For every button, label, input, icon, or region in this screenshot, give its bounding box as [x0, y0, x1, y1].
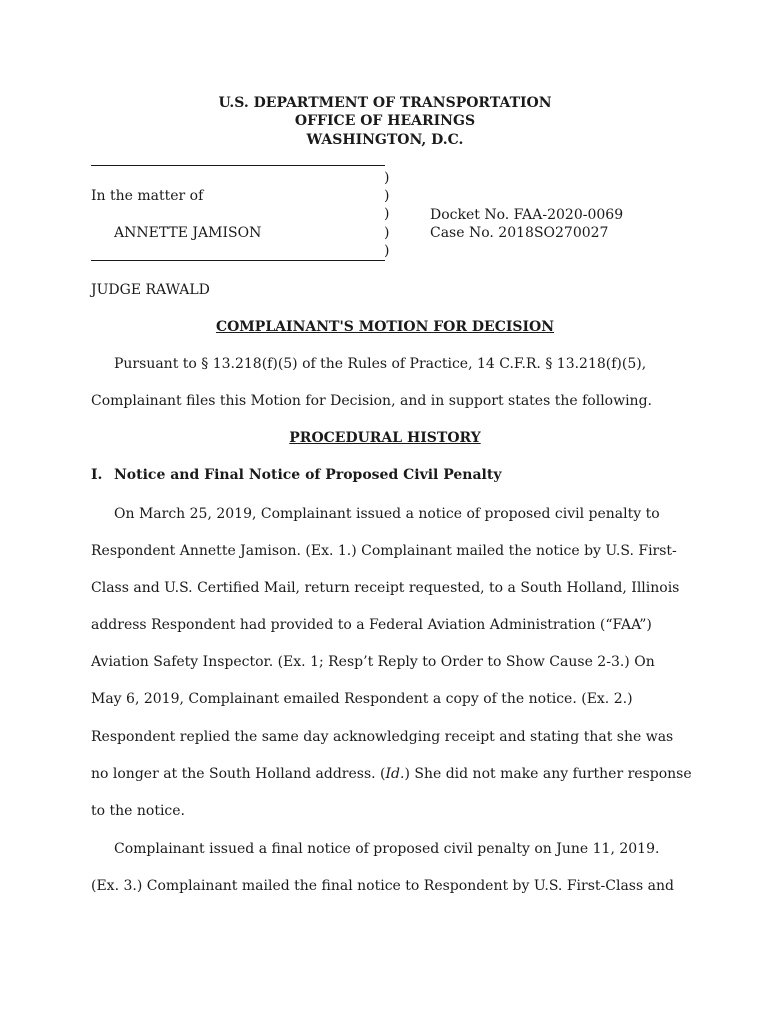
matter-label: In the matter of	[91, 188, 204, 204]
subsection-title: Notice and Final Notice of Proposed Civil Penalty	[114, 467, 502, 483]
intro-line: Complainant files this Motion for Decision, and in support states the following.	[91, 393, 652, 409]
body-line: (Ex. 3.) Complainant mailed the final notice to Respondent by U.S. First-Class and	[91, 878, 674, 894]
judge-name: JUDGE RAWALD	[91, 282, 210, 298]
subsection-number: I.	[91, 467, 103, 483]
office-name: OFFICE OF HEARINGS	[294, 113, 476, 129]
agency-name: U.S. DEPARTMENT OF TRANSPORTATION	[218, 95, 552, 111]
office-location: WASHINGTON, D.C.	[306, 132, 464, 148]
body-line: Aviation Safety Inspector. (Ex. 1; Resp’t Reply to Order to Show Cause 2-3.) On	[91, 654, 655, 670]
body-line: On March 25, 2019, Complainant issued a notice of proposed civil penalty to	[114, 506, 660, 522]
body-line: address Respondent had provided to a Federal Aviation Administration (“FAA”)	[91, 617, 652, 633]
caption-paren: )	[384, 206, 390, 222]
body-line: May 6, 2019, Complainant emailed Respondent a copy of the notice. (Ex. 2.)	[91, 691, 633, 707]
caption-paren: )	[384, 225, 390, 241]
body-text: ) She did not make any further response	[404, 766, 692, 782]
caption-paren: )	[384, 243, 390, 259]
body-line	[91, 766, 692, 782]
body-text: no longer at the South Holland address. (	[91, 766, 386, 782]
body-line: Class and U.S. Certified Mail, return receipt requested, to a South Holland, Illinois	[91, 580, 680, 596]
docket-number: Docket No. FAA-2020-0069	[430, 207, 624, 223]
respondent-name: ANNETTE JAMISON	[114, 225, 262, 241]
body-line: Respondent Annette Jamison. (Ex. 1.) Complainant mailed the notice by U.S. First-	[91, 543, 677, 559]
case-number: Case No. 2018SO270027	[430, 225, 609, 241]
intro-line: Pursuant to § 13.218(f)(5) of the Rules of Practice, 14 C.F.R. § 13.218(f)(5),	[114, 356, 647, 372]
document-title: COMPLAINANT'S MOTION FOR DECISION	[215, 319, 555, 335]
caption-top-rule	[91, 165, 385, 166]
caption-paren: )	[384, 188, 390, 204]
caption-bottom-rule	[91, 260, 385, 261]
section-heading: PROCEDURAL HISTORY	[289, 430, 481, 446]
body-line: Complainant issued a final notice of proposed civil penalty on June 11, 2019.	[114, 841, 660, 857]
body-line: Respondent replied the same day acknowledging receipt and stating that she was	[91, 729, 674, 745]
body-line: to the notice.	[91, 803, 186, 819]
caption-paren: )	[384, 170, 390, 186]
citation-id: Id.	[385, 766, 405, 782]
